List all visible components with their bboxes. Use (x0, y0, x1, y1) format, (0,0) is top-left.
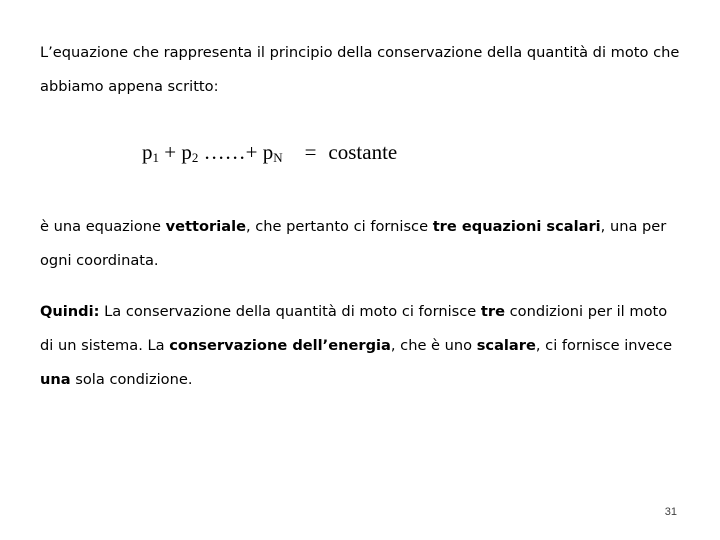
page-number: 31 (664, 506, 677, 518)
vector-paragraph (40, 210, 680, 278)
p2-bold-vettoriale: vettoriale (165, 218, 246, 235)
p3-text-2: condizioni per il moto di un sistema. La (40, 303, 668, 354)
p3-text-5: sola condizione. (70, 371, 193, 388)
eq-term-2: p (181, 140, 192, 164)
p3-bold-scalare: scalare (476, 337, 536, 354)
conclusion-paragraph (40, 295, 680, 397)
eq-dots: ……+ (198, 140, 263, 164)
p2-text-3: , una per ogni coordinata. (40, 218, 667, 269)
eq-term-1: p (142, 140, 153, 164)
p3-text-3: , che è uno (390, 337, 477, 354)
p2-text-1: è una equazione (40, 218, 166, 235)
p3-text-1: La conservazione della quantità di moto ci fornisce (99, 303, 481, 320)
eq-sub-2: 2 (191, 150, 199, 165)
eq-rhs: costante (328, 140, 398, 164)
eq-equals: = (304, 140, 317, 164)
p3-bold-una: una (40, 371, 71, 388)
eq-term-n: p (262, 140, 274, 164)
intro-paragraph (40, 36, 680, 104)
eq-sub-n: N (273, 150, 283, 165)
p3-bold-quindi: Quindi: (40, 303, 100, 320)
p3-bold-energia: conservazione dell’energia (169, 337, 391, 354)
p3-bold-tre: tre (480, 303, 505, 320)
p2-text-2: , che pertanto ci fornisce (246, 218, 433, 235)
p2-bold-tre-equazioni: tre equazioni scalari (432, 218, 601, 235)
p3-text-4: , ci fornisce invece (535, 337, 673, 354)
intro-text: L’equazione che rappresenta il principio della conservazione della quantità di moto che abbiamo appena scritto: (40, 44, 680, 95)
eq-plus: + (159, 140, 182, 164)
momentum-equation (142, 140, 397, 166)
eq-sub-1: 1 (152, 150, 159, 165)
